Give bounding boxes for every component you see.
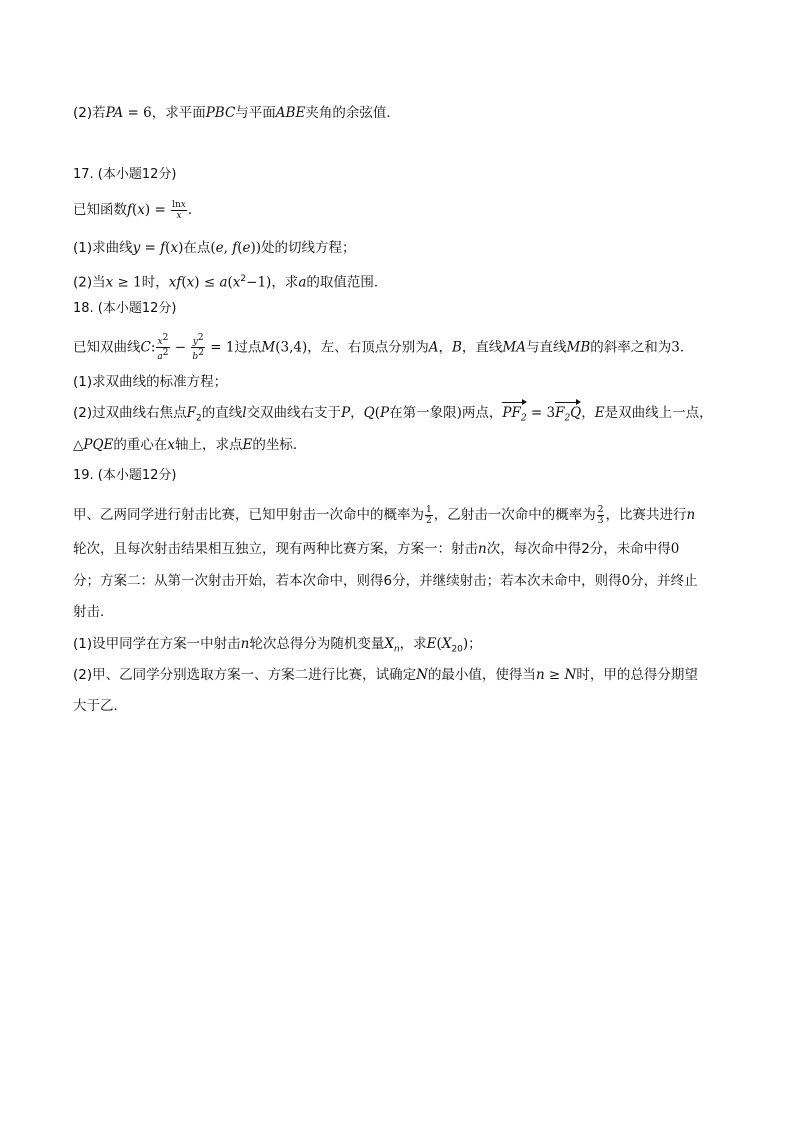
q18-stem: 已知双曲线C: $\frac{x^2}{a^2}$ − $\frac{y^2}{b^2}$ = 1过点M(3,4)，左、右顶点分别为A，B，直线MA与直线MB的斜率之和为3． bbox=[73, 333, 694, 362]
q19-part2-line1: (2)甲、乙同学分别选取方案一、方案二进行比赛，试确定N的最小值，使得当n ≥ N时，甲的总得分期望 bbox=[73, 667, 698, 683]
q19-stem-line4: 射击． bbox=[73, 604, 114, 620]
q19-part1: (1)设甲同学在方案一中射击n轮次总得分为随机变量$X_n$，求$E(X_{20})$； bbox=[73, 636, 482, 655]
q18-heading: 18. (本小题12分) bbox=[73, 301, 177, 316]
q19-part2-line2: 大于乙． bbox=[73, 698, 127, 714]
q19-stem-line1: 甲、乙两同学进行射击比赛，已知甲射击一次命中的概率为 $\frac{1}{2}$ ，乙射击一次命中的概率为 $\frac{2}{3}$ ，比赛共进行n bbox=[73, 504, 696, 526]
q18-part2-line2: △PQE的重心在x轴上，求点E的坐标． bbox=[73, 437, 307, 453]
q19-heading: 19. (本小题12分) bbox=[73, 468, 177, 483]
q17-part2: (2)当x ≥ 1时，$xf(x) \le a(x^2-1)$，求a的取值范围． bbox=[73, 274, 388, 291]
q17-part1: (1)求曲线y = f(x)在点(e, f(e))处的切线方程； bbox=[73, 240, 356, 256]
q19-stem-line2: 轮次，且每次射击结果相互独立，现有两种比赛方案，方案一：射击n次，每次命中得2分，未命中得0 bbox=[73, 541, 680, 557]
q18-part2-line1: (2)过双曲线右焦点$F_2$的直线l交双曲线右支于P，Q(P在第一象限)两点，$PF_2 = 3F_2Q$，E是双曲线上一点， bbox=[73, 403, 723, 429]
q17-heading: 17. (本小题12分) bbox=[73, 167, 177, 182]
q16-part2: (2)若PA = 6，求平面PBC与平面ABE夹角的余弦值． bbox=[73, 105, 400, 121]
q19-stem-line3: 分；方案二：从第一次射击开始，若本次命中，则得6分，并继续射击；若本次未命中，则得0分，并终止 bbox=[73, 573, 698, 589]
q17-stem: 已知函数f(x) = $\frac{\ln x}{x}$ ． bbox=[73, 199, 202, 221]
q18-part1: (1)求双曲线的标准方程； bbox=[73, 374, 228, 390]
